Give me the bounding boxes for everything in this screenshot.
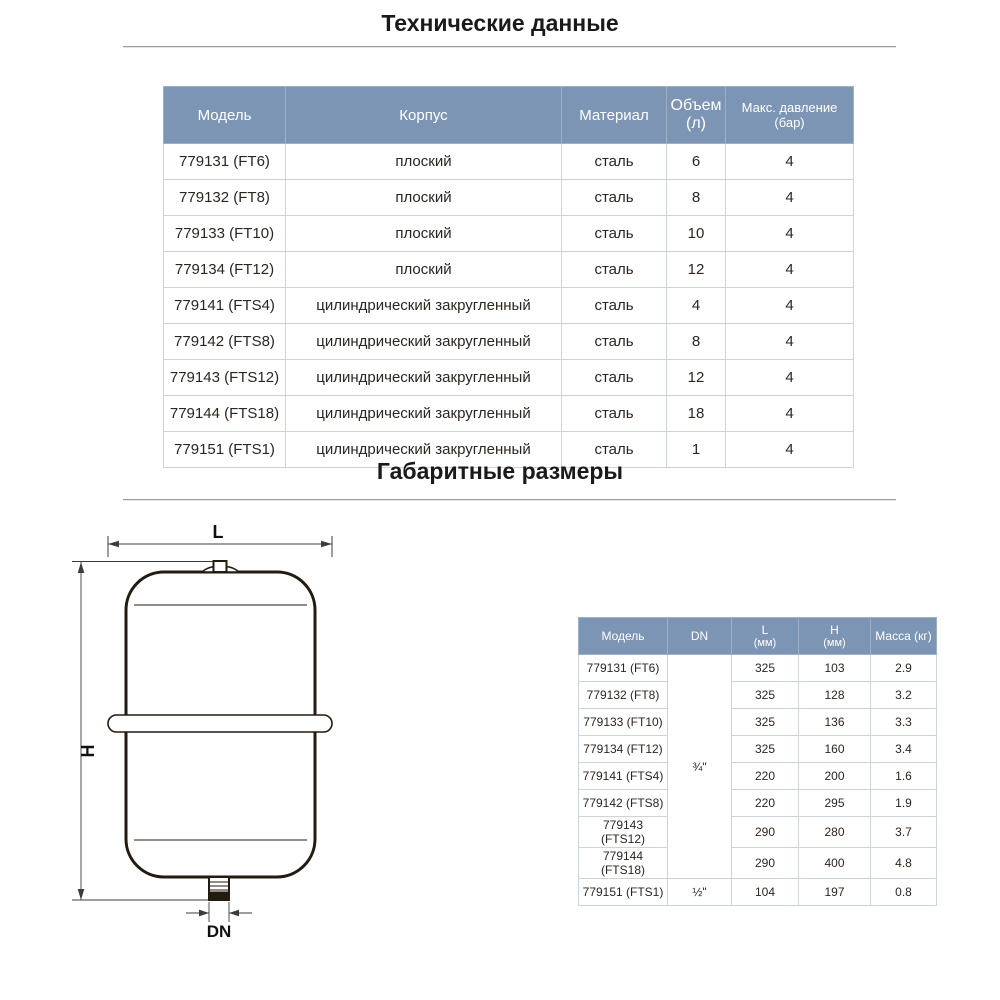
table-row — [164, 360, 854, 396]
dim-table-body — [579, 655, 937, 906]
cell-pressure: 4 — [726, 360, 854, 396]
cell-l: 220 — [732, 763, 799, 790]
table-row — [579, 763, 937, 790]
cell-dn: ¾" — [668, 655, 732, 879]
divider-line — [123, 499, 896, 500]
cell-h: 103 — [799, 655, 871, 682]
cell-model: 779151 (FTS1) — [579, 879, 668, 906]
cell-volume: 1 — [667, 432, 726, 468]
cell-mass: 3.4 — [871, 736, 937, 763]
cell-mass: 2.9 — [871, 655, 937, 682]
cell-l: 325 — [732, 682, 799, 709]
dim-table-header-row — [579, 618, 937, 655]
tech-header-pressure — [726, 87, 854, 144]
dimensions-table — [578, 617, 937, 906]
label-dn: DN — [206, 922, 232, 941]
table-row — [579, 682, 937, 709]
cell-l: 290 — [732, 848, 799, 879]
tech-header-volume-unit: (л) — [686, 115, 706, 132]
cell-volume: 8 — [667, 180, 726, 216]
table-row — [164, 216, 854, 252]
cell-material: сталь — [562, 396, 667, 432]
cell-body: плоский — [286, 216, 562, 252]
cell-pressure: 4 — [726, 252, 854, 288]
section-title-technical-data: Технические данные — [381, 10, 619, 36]
tech-table-header-row — [164, 87, 854, 144]
cell-mass: 0.8 — [871, 879, 937, 906]
tech-header-volume — [667, 87, 726, 144]
cell-pressure: 4 — [726, 288, 854, 324]
cell-body: плоский — [286, 180, 562, 216]
table-row — [579, 655, 937, 682]
cell-l: 325 — [732, 736, 799, 763]
cell-model: 779132 (FT8) — [579, 682, 668, 709]
table-row — [164, 180, 854, 216]
cell-model: 779133 (FT10) — [164, 216, 286, 252]
cell-volume: 6 — [667, 144, 726, 180]
cell-pressure: 4 — [726, 396, 854, 432]
cell-h: 160 — [799, 736, 871, 763]
tech-header-pressure-main: Макс. давление — [741, 100, 838, 115]
cell-material: сталь — [562, 360, 667, 396]
cell-pressure: 4 — [726, 216, 854, 252]
dim-header-h-unit: (мм) — [823, 637, 846, 649]
cell-model: 779142 (FTS8) — [164, 324, 286, 360]
cell-model: 779134 (FT12) — [579, 736, 668, 763]
cell-material: сталь — [562, 180, 667, 216]
section-title-overall-dimensions: Габаритные размеры — [376, 458, 624, 484]
cell-material: сталь — [562, 432, 667, 468]
table-row — [164, 252, 854, 288]
cell-model: 779133 (FT10) — [579, 709, 668, 736]
divider-line — [123, 46, 896, 47]
cell-l: 325 — [732, 709, 799, 736]
label-h: H — [78, 744, 98, 758]
cell-l: 220 — [732, 790, 799, 817]
cell-material: сталь — [562, 144, 667, 180]
cell-model: 779131 (FT6) — [164, 144, 286, 180]
cell-volume: 4 — [667, 288, 726, 324]
cell-material: сталь — [562, 252, 667, 288]
table-row — [164, 144, 854, 180]
dimension-dn — [186, 902, 252, 922]
tech-header-body: Корпус — [286, 87, 562, 144]
cell-pressure: 4 — [726, 180, 854, 216]
bottom-connection — [209, 877, 229, 900]
cell-model: 779144 (FTS18) — [164, 396, 286, 432]
cell-l: 104 — [732, 879, 799, 906]
dim-header-h — [799, 618, 871, 655]
cell-model: 779141 (FTS4) — [164, 288, 286, 324]
table-row — [164, 396, 854, 432]
table-row — [164, 288, 854, 324]
cell-model: 779141 (FTS4) — [579, 763, 668, 790]
tech-header-volume-main: Объем — [670, 97, 722, 114]
cell-dn: ½" — [668, 879, 732, 906]
cell-body: цилиндрический закругленный — [286, 396, 562, 432]
cell-pressure: 4 — [726, 432, 854, 468]
cell-volume: 10 — [667, 216, 726, 252]
cell-material: сталь — [562, 288, 667, 324]
dim-header-model: Модель — [579, 618, 668, 655]
label-l: L — [212, 522, 224, 542]
cell-h: 295 — [799, 790, 871, 817]
cell-material: сталь — [562, 324, 667, 360]
cell-body: цилиндрический закругленный — [286, 432, 562, 468]
tank-dimension-drawing — [60, 515, 360, 965]
cell-h: 280 — [799, 817, 871, 848]
cell-h: 200 — [799, 763, 871, 790]
table-row — [579, 709, 937, 736]
air-valve — [202, 561, 239, 572]
cell-h: 197 — [799, 879, 871, 906]
dim-header-l-main: L — [761, 623, 769, 637]
cell-material: сталь — [562, 216, 667, 252]
cell-h: 128 — [799, 682, 871, 709]
cell-body: плоский — [286, 252, 562, 288]
tech-table-body — [164, 144, 854, 468]
dim-header-h-main: H — [830, 623, 839, 637]
cell-model: 779144 (FTS18) — [579, 848, 668, 879]
cell-volume: 8 — [667, 324, 726, 360]
table-row — [579, 817, 937, 848]
cell-pressure: 4 — [726, 144, 854, 180]
cell-l: 325 — [732, 655, 799, 682]
cell-mass: 3.7 — [871, 817, 937, 848]
cell-model: 779151 (FTS1) — [164, 432, 286, 468]
cell-model: 779143 (FTS12) — [579, 817, 668, 848]
table-row — [579, 879, 937, 906]
cell-model: 779142 (FTS8) — [579, 790, 668, 817]
table-row — [579, 790, 937, 817]
cell-mass: 1.6 — [871, 763, 937, 790]
cell-mass: 1.9 — [871, 790, 937, 817]
cell-pressure: 4 — [726, 324, 854, 360]
dim-header-l-unit: (мм) — [753, 637, 777, 649]
cell-body: плоский — [286, 144, 562, 180]
cell-mass: 4.8 — [871, 848, 937, 879]
cell-mass: 3.3 — [871, 709, 937, 736]
cell-model: 779132 (FT8) — [164, 180, 286, 216]
cell-body: цилиндрический закругленный — [286, 288, 562, 324]
dim-header-l — [732, 618, 799, 655]
cell-volume: 18 — [667, 396, 726, 432]
cell-volume: 12 — [667, 360, 726, 396]
table-row — [579, 736, 937, 763]
table-row — [164, 324, 854, 360]
cell-volume: 12 — [667, 252, 726, 288]
cell-body: цилиндрический закругленный — [286, 324, 562, 360]
cell-l: 290 — [732, 817, 799, 848]
cell-h: 400 — [799, 848, 871, 879]
tech-header-model: Модель — [164, 87, 286, 144]
table-row — [579, 848, 937, 879]
dim-header-mass: Масса (кг) — [871, 618, 937, 655]
cell-model: 779131 (FT6) — [579, 655, 668, 682]
tech-header-material: Материал — [562, 87, 667, 144]
cell-mass: 3.2 — [871, 682, 937, 709]
cell-body: цилиндрический закругленный — [286, 360, 562, 396]
tank-belt — [108, 715, 332, 732]
tech-header-pressure-unit: (бар) — [774, 115, 805, 130]
cell-model: 779134 (FT12) — [164, 252, 286, 288]
technical-data-table — [163, 86, 854, 468]
cell-model: 779143 (FTS12) — [164, 360, 286, 396]
dim-header-dn: DN — [668, 618, 732, 655]
cell-h: 136 — [799, 709, 871, 736]
